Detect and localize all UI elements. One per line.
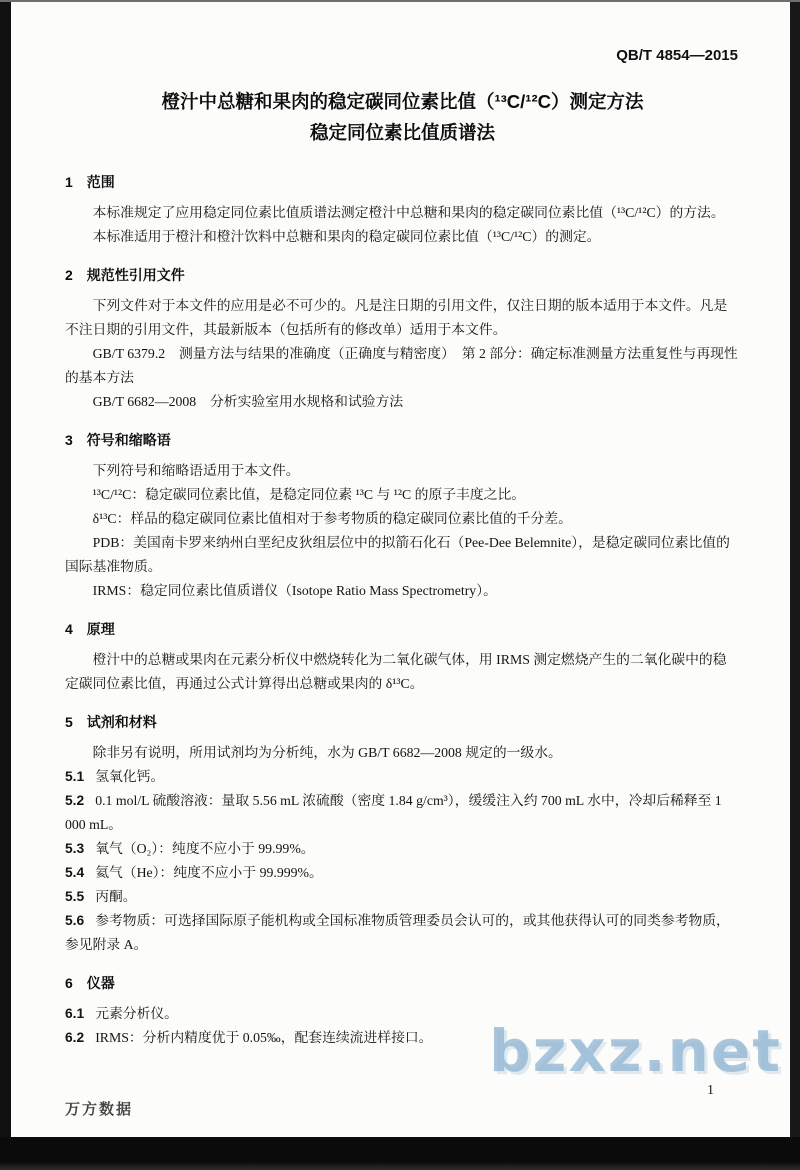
footer-brand: 万方数据 — [65, 1101, 134, 1118]
paragraph: 下列符号和缩略语适用于本文件。 — [92, 463, 300, 478]
watermark: bzxz.net — [489, 1017, 782, 1085]
scan-edge-bottom — [0, 1137, 800, 1170]
clause-5-6 — [65, 909, 740, 957]
section-number: 1 — [65, 174, 73, 190]
paragraph: 下列文件对于本文件的应用是必不可少的。凡是注日期的引用文件，仅注日期的版本适用于本文件。凡是不注日期的引用文件，其最新版本（包括所有的修改单）适用于本文件。 — [65, 298, 728, 337]
section-title: 规范性引用文件 — [86, 267, 185, 283]
section-heading-2 — [65, 263, 740, 287]
section-number: 4 — [65, 621, 73, 637]
clause-text: 氦气（He）：纯度不应小于 99.999%。 — [95, 865, 323, 880]
section-number: 3 — [65, 432, 73, 448]
clause-number: 5.6 — [65, 913, 85, 928]
clause-text: 参考物质：可选择国际原子能机构或全国标准物质管理委员会认可的，或其他获得认可的同类参考物质，参见附录 A。 — [65, 913, 730, 952]
paragraph: 本标准规定了应用稳定同位素比值质谱法测定橙汁中总糖和果肉的稳定碳同位素比值（¹³C/¹²C）的方法。 — [92, 205, 725, 220]
document-title-line1: 橙汁中总糖和果肉的稳定碳同位素比值（¹³C/¹²C）测定方法 — [161, 91, 644, 112]
section-number: 5 — [65, 714, 73, 730]
document-title-line2: 稳定同位素比值质谱法 — [309, 122, 495, 143]
section-number: 6 — [65, 975, 73, 991]
clause-number: 5.4 — [65, 865, 85, 880]
paragraph: 橙汁中的总糖或果肉在元素分析仪中燃烧转化为二氧化碳气体，用 IRMS 测定燃烧产生的二氧化碳中的稳定碳同位素比值，再通过公式计算得出总糖或果肉的 δ¹³C。 — [65, 652, 727, 691]
clause-5-3 — [65, 837, 740, 861]
section-heading-5 — [65, 710, 740, 734]
symbol-definition: IRMS：稳定同位素比值质谱仪（Isotope Ratio Mass Spectrometry）。 — [92, 583, 497, 598]
clause-5-1 — [65, 765, 740, 789]
clause-number: 5.2 — [65, 793, 85, 808]
symbol-definition: δ¹³C：样品的稳定碳同位素比值相对于参考物质的稳定碳同位素比值的千分差。 — [92, 511, 572, 526]
clause-text: 元素分析仪。 — [95, 1006, 178, 1021]
paragraph: 除非另有说明，所用试剂均为分析纯，水为 GB/T 6682—2008 规定的一级水。 — [92, 745, 562, 760]
section-title: 原理 — [86, 621, 115, 637]
document-page — [11, 2, 790, 1137]
symbol-definition: ¹³C/¹²C：稳定碳同位素比值，是稳定同位素 ¹³C 与 ¹²C 的原子丰度之比。 — [92, 487, 526, 502]
clause-6-1 — [65, 1002, 740, 1026]
section-heading-3 — [65, 428, 740, 452]
page-content — [11, 2, 790, 1137]
clause-number: 5.1 — [65, 769, 85, 784]
clause-5-2 — [65, 789, 740, 837]
clause-5-5 — [65, 885, 740, 909]
clause-number: 5.5 — [65, 889, 85, 904]
scan-edge-right — [790, 0, 800, 1170]
section-heading-6 — [65, 971, 740, 995]
clause-text: 氢氧化钙。 — [95, 769, 165, 784]
clause-number: 6.2 — [65, 1030, 85, 1045]
section-title: 符号和缩略语 — [86, 432, 171, 448]
normative-reference: GB/T 6379.2 测量方法与结果的准确度（正确度与精密度） 第 2 部分：确定标准测量方法重复性与再现性的基本方法 — [65, 346, 738, 385]
section-title: 仪器 — [86, 975, 115, 991]
section-title: 试剂和材料 — [86, 714, 157, 730]
clause-6-2 — [65, 1026, 740, 1050]
normative-reference: GB/T 6682—2008 分析实验室用水规格和试验方法 — [92, 394, 404, 409]
scan-edge-left — [0, 0, 11, 1170]
clause-text: 0.1 mol/L 硫酸溶液：量取 5.56 mL 浓硫酸（密度 1.84 g/cm³），缓缓注入约 700 mL 水中，冷却后稀释至 1 000 mL。 — [65, 793, 722, 832]
clause-5-4 — [65, 861, 740, 885]
section-heading-4 — [65, 617, 740, 641]
section-title: 范围 — [86, 174, 115, 190]
standard-number: QB/T 4854—2015 — [616, 47, 738, 64]
section-number: 2 — [65, 267, 73, 283]
symbol-definition: PDB：美国南卡罗来纳州白垩纪皮狄组层位中的拟箭石化石（Pee-Dee Belemnite），是稳定碳同位素比值的国际基准物质。 — [65, 535, 730, 574]
section-heading-1 — [65, 170, 740, 194]
paragraph: 本标准适用于橙汁和橙汁饮料中总糖和果肉的稳定碳同位素比值（¹³C/¹²C）的测定。 — [92, 229, 601, 244]
document-title — [65, 86, 740, 148]
clause-text: IRMS：分析内精度优于 0.05‰，配套连续流进样接口。 — [95, 1030, 433, 1045]
clause-text: 丙酮。 — [95, 889, 137, 904]
clause-number: 6.1 — [65, 1006, 85, 1021]
clause-text: 氧气（O₂）：纯度不应小于 99.99%。 — [95, 841, 315, 856]
page-number: 1 — [707, 1083, 714, 1098]
clause-number: 5.3 — [65, 841, 85, 856]
